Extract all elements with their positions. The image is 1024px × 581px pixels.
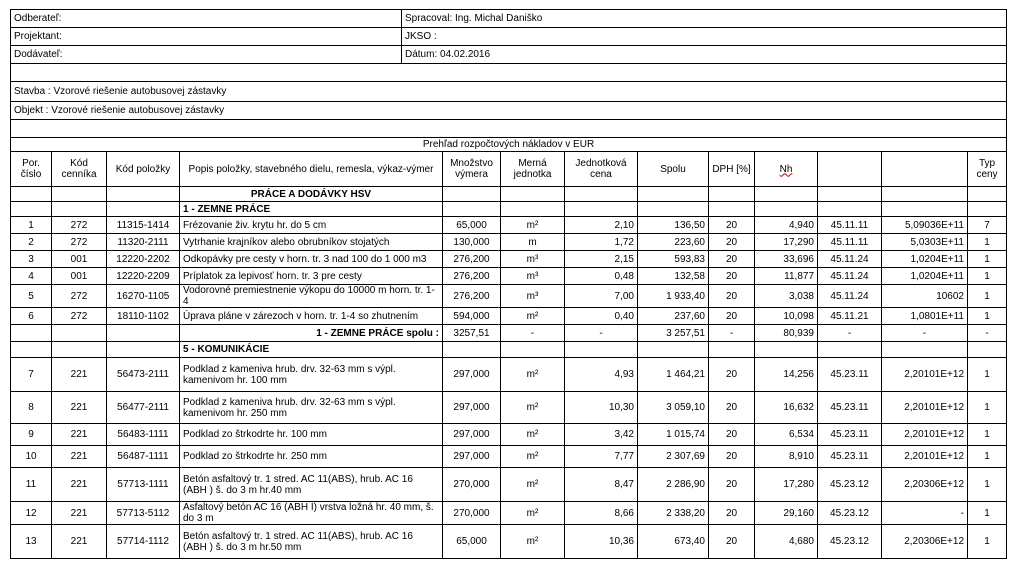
budget-table xyxy=(10,137,1007,559)
cell-mnozstvo: 297,000 xyxy=(443,446,501,468)
cell-por: 10 xyxy=(11,446,52,468)
cell-dph: 20 xyxy=(709,392,755,424)
col-header-empty xyxy=(882,152,968,187)
stavba-label: Stavba : Vzorové riešenie autobusovej zástavky xyxy=(11,82,1007,102)
empty-cell xyxy=(968,342,1007,358)
cell-jednotka: m² xyxy=(501,424,565,446)
table-row xyxy=(11,285,1007,308)
section-row xyxy=(11,342,1007,358)
empty-cell xyxy=(755,202,818,217)
cell-typ: 1 xyxy=(968,446,1007,468)
col-header-nh xyxy=(755,152,818,187)
total-label: 1 - ZEMNE PRÁCE spolu : xyxy=(180,325,443,342)
cell-dph: 20 xyxy=(709,217,755,234)
cell-kod-cennika: 221 xyxy=(52,358,107,392)
cell-kod-2: 1,0204E+11 xyxy=(882,251,968,268)
cell-por: 9 xyxy=(11,424,52,446)
table-row xyxy=(11,468,1007,502)
cell-mnozstvo: 297,000 xyxy=(443,424,501,446)
empty-cell xyxy=(882,202,968,217)
cell-popis: Betón asfaltový tr. 1 stred. AC 11(ABS), hrub. AC 16 (ABH ) š. do 3 m hr.40 mm xyxy=(180,468,443,502)
empty-cell xyxy=(107,325,180,342)
cell-cena: 10,30 xyxy=(565,392,638,424)
empty-cell xyxy=(565,202,638,217)
dodavatel-label: Dodávateľ: xyxy=(11,46,402,64)
total-cena: - xyxy=(565,325,638,342)
cell-kod-2: 5,0303E+11 xyxy=(882,234,968,251)
cell-nh: 4,940 xyxy=(755,217,818,234)
cell-mnozstvo: 276,200 xyxy=(443,251,501,268)
spacer-row xyxy=(11,120,1007,138)
empty-cell xyxy=(709,202,755,217)
cell-kod-polozky: 57713-1111 xyxy=(107,468,180,502)
cell-kod-cennika: 221 xyxy=(52,525,107,559)
cell-nh: 33,696 xyxy=(755,251,818,268)
cell-cena: 2,10 xyxy=(565,217,638,234)
cell-mnozstvo: 276,200 xyxy=(443,268,501,285)
cell-mnozstvo: 65,000 xyxy=(443,217,501,234)
cell-por: 6 xyxy=(11,308,52,325)
total-dph: - xyxy=(709,325,755,342)
cell-popis: Podklad zo štrkodrte hr. 100 mm xyxy=(180,424,443,446)
cell-jednotka: m² xyxy=(501,446,565,468)
empty-cell xyxy=(501,202,565,217)
table-body xyxy=(11,202,1007,559)
empty-cell xyxy=(443,342,501,358)
col-header-por: Por. číslo xyxy=(11,152,52,187)
cell-spolu: 1 933,40 xyxy=(638,285,709,308)
cell-dph: 20 xyxy=(709,268,755,285)
cell-spolu: 593,83 xyxy=(638,251,709,268)
empty-cell xyxy=(107,202,180,217)
cell-kod-polozky: 56483-1111 xyxy=(107,424,180,446)
cell-kod-1: 45.11.24 xyxy=(818,285,882,308)
empty-cell xyxy=(443,202,501,217)
cell-spolu: 2 307,69 xyxy=(638,446,709,468)
cell-typ: 1 xyxy=(968,525,1007,559)
cell-spolu: 1 464,21 xyxy=(638,358,709,392)
cell-cena: 8,66 xyxy=(565,502,638,525)
cell-cena: 10,36 xyxy=(565,525,638,559)
cell-nh: 11,877 xyxy=(755,268,818,285)
cell-spolu: 2 286,90 xyxy=(638,468,709,502)
cell-por: 11 xyxy=(11,468,52,502)
cell-kod-polozky: 56473-2111 xyxy=(107,358,180,392)
cell-kod-cennika: 221 xyxy=(52,446,107,468)
empty-cell xyxy=(638,202,709,217)
cell-dph: 20 xyxy=(709,468,755,502)
empty-cell xyxy=(52,342,107,358)
cell-typ: 1 xyxy=(968,502,1007,525)
empty-cell xyxy=(52,325,107,342)
cell-cena: 8,47 xyxy=(565,468,638,502)
cell-cena: 0,48 xyxy=(565,268,638,285)
total-row xyxy=(11,325,1007,342)
cell-nh: 10,098 xyxy=(755,308,818,325)
cell-jednotka: m³ xyxy=(501,285,565,308)
total-mnozstvo: 3257,51 xyxy=(443,325,501,342)
cell-dph: 20 xyxy=(709,424,755,446)
cell-popis: Betón asfaltový tr. 1 stred. AC 11(ABS), hrub. AC 16 (ABH ) š. do 3 m hr.50 mm xyxy=(180,525,443,559)
cell-kod-1: 45.11.11 xyxy=(818,234,882,251)
cell-typ: 7 xyxy=(968,217,1007,234)
total-jednotka: - xyxy=(501,325,565,342)
cell-por: 2 xyxy=(11,234,52,251)
cell-nh: 16,632 xyxy=(755,392,818,424)
cell-cena: 3,42 xyxy=(565,424,638,446)
cell-kod-cennika: 221 xyxy=(52,392,107,424)
cell-cena: 7,77 xyxy=(565,446,638,468)
cell-typ: 1 xyxy=(968,424,1007,446)
cell-spolu: 237,60 xyxy=(638,308,709,325)
empty-cell xyxy=(968,202,1007,217)
cell-kod-polozky: 12220-2209 xyxy=(107,268,180,285)
cell-kod-polozky: 56487-1111 xyxy=(107,446,180,468)
cell-dph: 20 xyxy=(709,251,755,268)
cell-kod-polozky: 57713-5112 xyxy=(107,502,180,525)
table-row xyxy=(11,525,1007,559)
cell-kod-2: 2,20101E+12 xyxy=(882,392,968,424)
cell-kod-polozky: 56477-2111 xyxy=(107,392,180,424)
budget-sheet xyxy=(10,9,1006,559)
cell-popis: Podklad z kameniva hrub. drv. 32-63 mm s výpl. kamenivom hr. 250 mm xyxy=(180,392,443,424)
cell-jednotka: m xyxy=(501,234,565,251)
cell-kod-1: 45.23.11 xyxy=(818,358,882,392)
empty-cell xyxy=(882,342,968,358)
cell-mnozstvo: 297,000 xyxy=(443,392,501,424)
cell-kod-1: 45.23.11 xyxy=(818,446,882,468)
empty-cell xyxy=(565,342,638,358)
odberatel-label: Odberateľ: xyxy=(11,10,402,28)
cell-spolu: 132,58 xyxy=(638,268,709,285)
table-row xyxy=(11,217,1007,234)
cell-dph: 20 xyxy=(709,446,755,468)
cell-popis: Príplatok za lepivosť horn. tr. 3 pre cesty xyxy=(180,268,443,285)
empty-cell xyxy=(11,202,52,217)
cell-kod-cennika: 272 xyxy=(52,308,107,325)
cell-kod-polozky: 16270-1105 xyxy=(107,285,180,308)
cell-kod-2: 2,20306E+12 xyxy=(882,468,968,502)
cell-por: 5 xyxy=(11,285,52,308)
datum-label: Dátum: 04.02.2016 xyxy=(402,46,1007,64)
total-nh: 80,939 xyxy=(755,325,818,342)
cell-kod-1: 45.23.11 xyxy=(818,424,882,446)
empty-cell xyxy=(709,342,755,358)
nh-label: Nh xyxy=(779,163,793,175)
cell-kod-cennika: 272 xyxy=(52,285,107,308)
cell-kod-polozky: 11315-1414 xyxy=(107,217,180,234)
cell-por: 13 xyxy=(11,525,52,559)
cell-nh: 17,280 xyxy=(755,468,818,502)
cell-spolu: 2 338,20 xyxy=(638,502,709,525)
col-header-cena: Jednotková cena xyxy=(565,152,638,187)
cell-jednotka: m³ xyxy=(501,268,565,285)
cell-popis: Podklad z kameniva hrub. drv. 32-63 mm s výpl. kamenivom hr. 100 mm xyxy=(180,358,443,392)
table-row xyxy=(11,392,1007,424)
table-row xyxy=(11,502,1007,525)
cell-cena: 4,93 xyxy=(565,358,638,392)
cell-mnozstvo: 270,000 xyxy=(443,502,501,525)
cell-kod-2: 5,09036E+11 xyxy=(882,217,968,234)
cell-spolu: 136,50 xyxy=(638,217,709,234)
cell-kod-cennika: 272 xyxy=(52,234,107,251)
cell-kod-1: 45.11.21 xyxy=(818,308,882,325)
cell-kod-2: 1,0801E+11 xyxy=(882,308,968,325)
cell-kod-cennika: 001 xyxy=(52,268,107,285)
cell-dph: 20 xyxy=(709,358,755,392)
cell-spolu: 673,40 xyxy=(638,525,709,559)
table-row xyxy=(11,234,1007,251)
cell-nh: 17,290 xyxy=(755,234,818,251)
cell-por: 4 xyxy=(11,268,52,285)
cell-kod-1: 45.11.24 xyxy=(818,268,882,285)
cell-nh: 6,534 xyxy=(755,424,818,446)
cell-mnozstvo: 297,000 xyxy=(443,358,501,392)
empty-cell xyxy=(818,342,882,358)
cell-jednotka: m³ xyxy=(501,251,565,268)
cell-kod-polozky: 18110-1102 xyxy=(107,308,180,325)
col-header-popis: Popis položky, stavebného dielu, remesla, výkaz-výmer xyxy=(180,152,443,187)
cell-cena: 2,15 xyxy=(565,251,638,268)
section-row xyxy=(11,202,1007,217)
cell-kod-1: 45.11.24 xyxy=(818,251,882,268)
cell-typ: 1 xyxy=(968,468,1007,502)
cell-kod-1: 45.23.12 xyxy=(818,525,882,559)
header-table xyxy=(10,9,1007,138)
cell-popis: Vodorovné premiestnenie výkopu do 10000 m horn. tr. 1-4 xyxy=(180,285,443,308)
cell-typ: 1 xyxy=(968,251,1007,268)
cell-popis: Asfaltový betón AC 16 (ABH I) vrstva ložná hr. 40 mm, š. do 3 m xyxy=(180,502,443,525)
empty-cell xyxy=(11,325,52,342)
empty-cell xyxy=(107,342,180,358)
section-main-title: PRÁCE A DODÁVKY HSV xyxy=(180,187,443,202)
projektant-label: Projektant: xyxy=(11,28,402,46)
cell-typ: 1 xyxy=(968,308,1007,325)
cell-kod-2: 2,20101E+12 xyxy=(882,358,968,392)
cell-nh: 29,160 xyxy=(755,502,818,525)
cell-kod-2: 2,20306E+12 xyxy=(882,525,968,559)
section-title: 5 - KOMUNIKÁCIE xyxy=(180,342,443,358)
cell-kod-cennika: 221 xyxy=(52,468,107,502)
cell-cena: 1,72 xyxy=(565,234,638,251)
cell-typ: 1 xyxy=(968,285,1007,308)
cell-mnozstvo: 65,000 xyxy=(443,525,501,559)
cell-nh: 8,910 xyxy=(755,446,818,468)
cell-popis: Frézovanie živ. krytu hr. do 5 cm xyxy=(180,217,443,234)
cell-kod-1: 45.23.12 xyxy=(818,468,882,502)
empty-cell xyxy=(11,342,52,358)
table-row xyxy=(11,268,1007,285)
cell-dph: 20 xyxy=(709,285,755,308)
empty-cell xyxy=(501,342,565,358)
cell-dph: 20 xyxy=(709,525,755,559)
cell-popis: Vytrhanie krajníkov alebo obrubníkov stojatých xyxy=(180,234,443,251)
cell-kod-1: 45.11.11 xyxy=(818,217,882,234)
cell-kod-cennika: 001 xyxy=(52,251,107,268)
col-header-kod-polozky: Kód položky xyxy=(107,152,180,187)
cell-cena: 7,00 xyxy=(565,285,638,308)
total-kod-2: - xyxy=(882,325,968,342)
cell-spolu: 1 015,74 xyxy=(638,424,709,446)
cell-nh: 14,256 xyxy=(755,358,818,392)
empty-cell xyxy=(818,202,882,217)
cell-kod-2: 2,20101E+12 xyxy=(882,446,968,468)
cell-por: 1 xyxy=(11,217,52,234)
cell-jednotka: m² xyxy=(501,525,565,559)
col-header-spolu: Spolu xyxy=(638,152,709,187)
cell-popis: Odkopávky pre cesty v horn. tr. 3 nad 100 do 1 000 m3 xyxy=(180,251,443,268)
empty-cell xyxy=(755,342,818,358)
cell-kod-cennika: 272 xyxy=(52,217,107,234)
cell-por: 3 xyxy=(11,251,52,268)
cell-kod-cennika: 221 xyxy=(52,424,107,446)
cell-kod-2: 10602 xyxy=(882,285,968,308)
cell-spolu: 3 059,10 xyxy=(638,392,709,424)
cell-kod-2: 1,0204E+11 xyxy=(882,268,968,285)
cell-mnozstvo: 270,000 xyxy=(443,468,501,502)
col-header-empty xyxy=(818,152,882,187)
total-typ: - xyxy=(968,325,1007,342)
jkso-label: JKSO : xyxy=(402,28,1007,46)
spracoval-label: Spracoval: Ing. Michal Daniško xyxy=(402,10,1007,28)
cell-mnozstvo: 594,000 xyxy=(443,308,501,325)
cell-typ: 1 xyxy=(968,358,1007,392)
cell-kod-polozky: 57714-1112 xyxy=(107,525,180,559)
cell-dph: 20 xyxy=(709,234,755,251)
cell-typ: 1 xyxy=(968,268,1007,285)
spacer-row xyxy=(11,64,1007,82)
cell-jednotka: m² xyxy=(501,308,565,325)
cell-por: 8 xyxy=(11,392,52,424)
table-row xyxy=(11,308,1007,325)
cell-jednotka: m² xyxy=(501,217,565,234)
cell-mnozstvo: 130,000 xyxy=(443,234,501,251)
cell-typ: 1 xyxy=(968,392,1007,424)
table-row xyxy=(11,424,1007,446)
col-header-kod-cennika: Kód cenníka xyxy=(52,152,107,187)
col-header-mnozstvo: Množstvo výmera xyxy=(443,152,501,187)
cell-por: 7 xyxy=(11,358,52,392)
table-row xyxy=(11,251,1007,268)
table-row xyxy=(11,358,1007,392)
cell-kod-1: 45.23.11 xyxy=(818,392,882,424)
cell-jednotka: m² xyxy=(501,502,565,525)
cell-dph: 20 xyxy=(709,502,755,525)
cell-dph: 20 xyxy=(709,308,755,325)
objekt-label: Objekt : Vzorové riešenie autobusovej zástavky xyxy=(11,102,1007,120)
cell-typ: 1 xyxy=(968,234,1007,251)
total-kod-1: - xyxy=(818,325,882,342)
cell-cena: 0,40 xyxy=(565,308,638,325)
total-spolu: 3 257,51 xyxy=(638,325,709,342)
cell-popis: Úprava pláne v zárezoch v horn. tr. 1-4 so zhutnením xyxy=(180,308,443,325)
cell-kod-1: 45.23.12 xyxy=(818,502,882,525)
cell-nh: 3,038 xyxy=(755,285,818,308)
cell-kod-2: - xyxy=(882,502,968,525)
section-title: 1 - ZEMNE PRÁCE xyxy=(180,202,443,217)
empty-cell xyxy=(52,202,107,217)
cell-kod-polozky: 11320-2111 xyxy=(107,234,180,251)
table-title: Prehľad rozpočtových nákladov v EUR xyxy=(11,138,1007,152)
cell-jednotka: m² xyxy=(501,392,565,424)
cell-spolu: 223,60 xyxy=(638,234,709,251)
col-header-dph: DPH [%] xyxy=(709,152,755,187)
cell-kod-polozky: 12220-2202 xyxy=(107,251,180,268)
table-row xyxy=(11,446,1007,468)
cell-mnozstvo: 276,200 xyxy=(443,285,501,308)
empty-cell xyxy=(638,342,709,358)
cell-kod-cennika: 221 xyxy=(52,502,107,525)
cell-kod-2: 2,20101E+12 xyxy=(882,424,968,446)
cell-por: 12 xyxy=(11,502,52,525)
cell-jednotka: m² xyxy=(501,468,565,502)
cell-nh: 4,680 xyxy=(755,525,818,559)
col-header-jednotka: Merná jednotka xyxy=(501,152,565,187)
col-header-typ: Typ ceny xyxy=(968,152,1007,187)
cell-jednotka: m² xyxy=(501,358,565,392)
cell-popis: Podklad zo štrkodrte hr. 250 mm xyxy=(180,446,443,468)
